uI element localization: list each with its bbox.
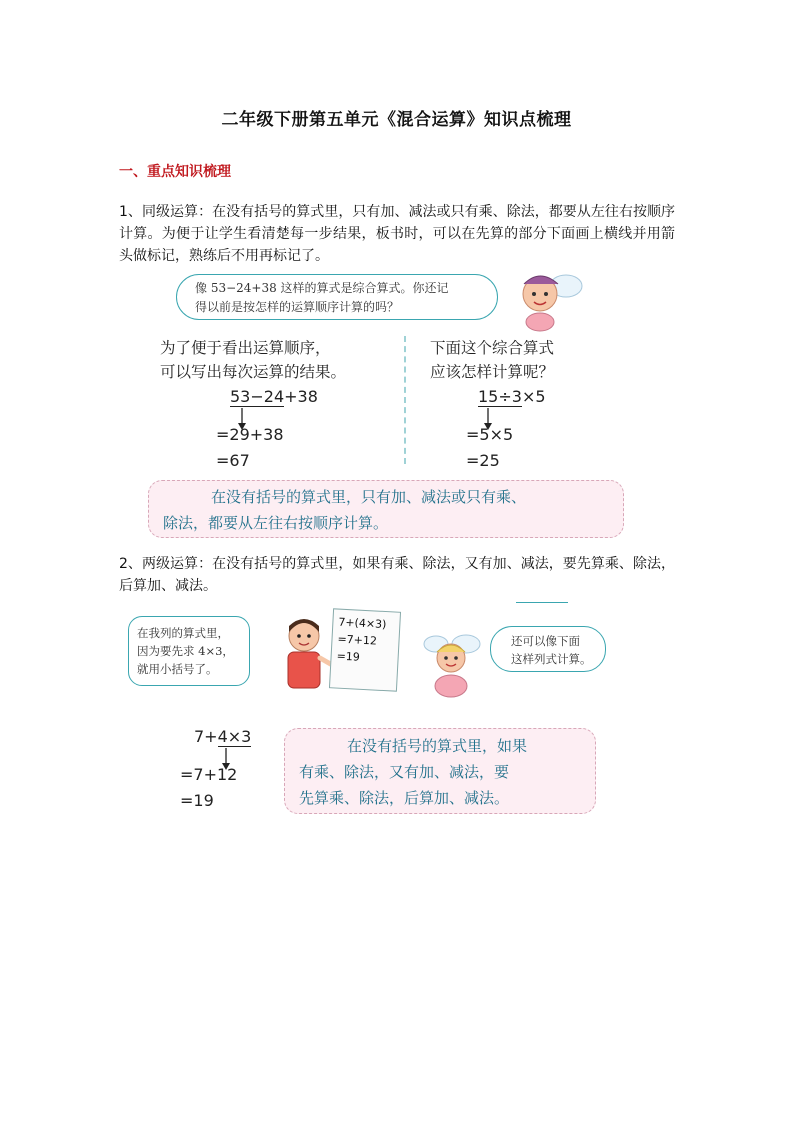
right-steps	[466, 422, 513, 474]
note-line: 先算乘、除法，后算加、减法。	[299, 789, 510, 807]
note-line: 在没有括号的算式里，如果	[347, 737, 528, 755]
right-expression	[478, 384, 546, 410]
paragraph-two-level: 2、两级运算：在没有括号的算式里，如果有乘、除法，又有加、减法，要先算乘、除法，后算加、减法。	[119, 556, 675, 594]
step-line: =7+12	[180, 765, 238, 784]
board-line: =7+12	[337, 632, 378, 648]
speech-bubble-left	[128, 616, 250, 686]
text-line: 应该怎样计算呢？	[430, 363, 555, 381]
step-line: =29+38	[216, 425, 284, 444]
cartoon-boy-icon	[274, 614, 336, 696]
expression-rest: ×5	[521, 387, 546, 406]
page-title: 二年级下册第五单元《混合运算》知识点梳理	[221, 110, 572, 130]
paper-board	[329, 608, 401, 691]
rule-note	[284, 728, 596, 814]
bubble-line: 这样列式计算。	[511, 652, 592, 666]
cartoon-angel-icon	[506, 264, 586, 332]
speech-bubble-right	[490, 626, 606, 672]
step-line: =25	[466, 451, 500, 470]
cartoon-angel-icon	[416, 628, 486, 700]
left-steps	[216, 422, 284, 474]
bubble-line: 还可以像下面	[511, 634, 580, 648]
note-line: 除法，都要从左往右按顺序计算。	[163, 514, 389, 532]
two-level-expression	[194, 724, 251, 750]
illustration-two-level	[124, 600, 614, 815]
decor-line	[516, 602, 568, 603]
illustration-same-level	[148, 268, 628, 538]
speech-bubble	[176, 274, 498, 320]
note-line: 在没有括号的算式里，只有加、减法或只有乘、	[211, 488, 527, 506]
step-line: =67	[216, 451, 250, 470]
right-explanation	[430, 336, 554, 384]
bubble-line: 像 53−24+38 这样的算式是综合算式。你还记	[195, 281, 449, 295]
text-line: 下面这个综合算式	[430, 339, 555, 357]
note-line: 有乘、除法，又有加、减法，要	[299, 763, 510, 781]
bubble-line: 在我列的算式里，	[137, 626, 229, 640]
board-line: 7+(4×3)	[338, 615, 387, 632]
bubble-line: 就用小括号了。	[137, 662, 218, 676]
left-expression	[230, 384, 318, 410]
underlined-part: 53−24	[230, 387, 285, 406]
step-line: =5×5	[466, 425, 514, 444]
board-line: =19	[336, 649, 361, 664]
left-explanation	[160, 336, 346, 384]
step-line: =19	[180, 791, 214, 810]
bubble-line: 得以前是按怎样的运算顺序计算的吗？	[195, 300, 400, 314]
dashed-divider	[404, 336, 406, 464]
expression-rest: +38	[284, 387, 318, 406]
text-line: 为了便于看出运算顺序，	[160, 339, 331, 357]
two-level-steps	[180, 762, 237, 814]
underlined-part: 15÷3	[478, 387, 522, 406]
paragraph-same-level: 1、同级运算：在没有括号的算式里，只有加、减法或只有乘、除法，都要从左往右按顺序计算。为便于让学生看清楚每一步结果，板书时，可以在先算的部分下面画上横线并用箭头做标记，熟练后不用再标记了。	[119, 204, 675, 264]
text-line: 可以写出每次运算的结果。	[160, 363, 347, 381]
section-heading: 一、重点知识梳理	[119, 164, 231, 180]
underlined-part: 4×3	[217, 727, 252, 746]
bubble-line: 因为要先求 4×3，	[137, 644, 234, 658]
expression-prefix: 7+	[194, 727, 218, 746]
rule-note	[148, 480, 624, 538]
